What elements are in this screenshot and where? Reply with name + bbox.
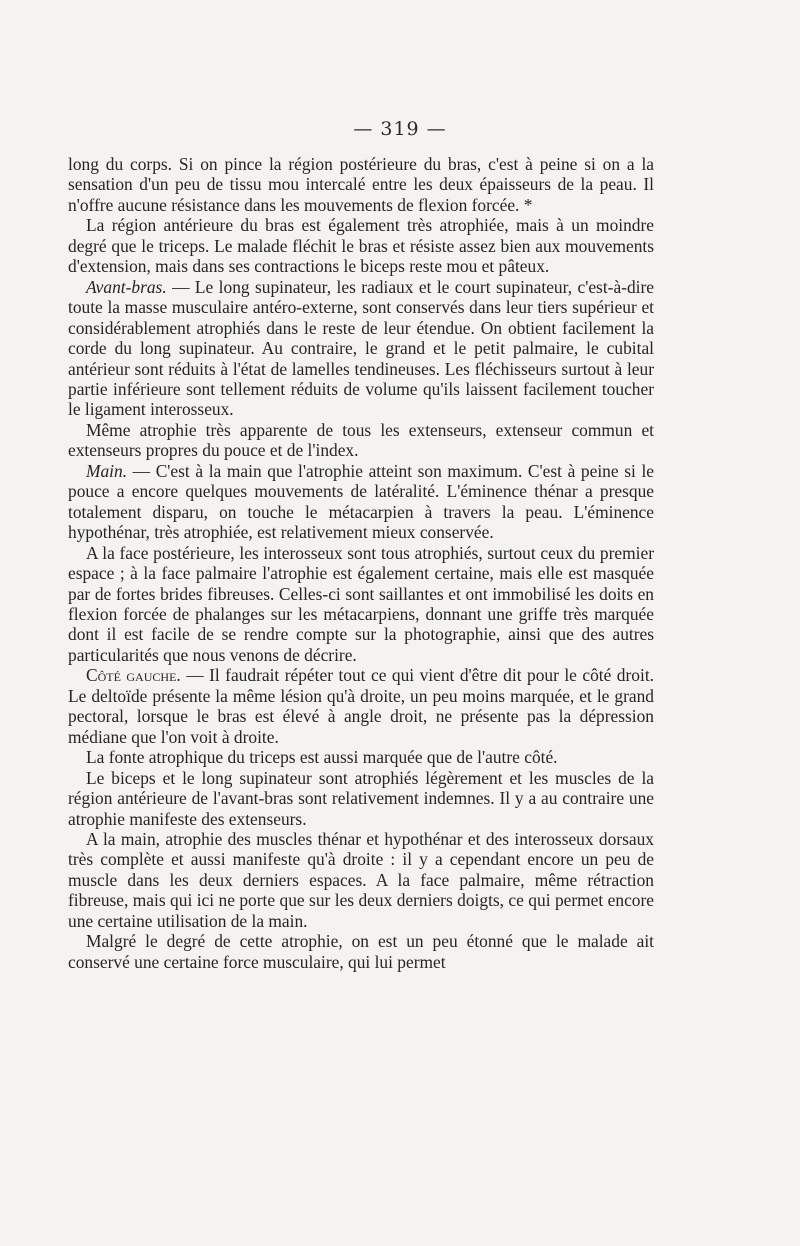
paragraph-4: [68, 420, 654, 461]
page-number: — 319 —: [353, 118, 447, 140]
section-heading-cote-gauche: Côté gauche.: [86, 665, 181, 686]
body-text: [68, 154, 654, 972]
paragraph-1: [68, 154, 654, 215]
paragraph-3: [68, 277, 654, 420]
paragraph-6: [68, 543, 654, 666]
paragraph-5-text: — C'est à la main que l'atrophie atteint son maximum. C'est à peine si le pouce a encore quelques mouvements de latéralité. L'éminence thénar a presque totalement disparu, on touche le métacarpien à travers la peau. L'éminence hypothénar, très atrophiée, est relativement mieux conservée.: [68, 460, 654, 543]
section-heading-main: Main.: [86, 460, 128, 481]
paragraph-4-text: Même atrophie très apparente de tous les extenseurs, extenseur commun et extenseurs propres du pouce et de l'index.: [68, 419, 654, 461]
paragraph-7-text: — Il faudrait répéter tout ce qui vient d'être dit pour le côté droit. Le deltoïde présente la même lésion qu'à droite, un peu moins marquée, et le grand pectoral, lorsque le bras est élevé à angle droit, ne présente pas la dépression médiane que l'on voit à droite.: [68, 665, 654, 747]
paragraph-8-text: La fonte atrophique du triceps est aussi marquée que de l'autre côté.: [86, 747, 558, 768]
paragraph-6-text: A la face postérieure, les interosseux sont tous atrophiés, surtout ceux du premier espace ; à la face palmaire l'atrophie est également certaine, mais elle est masquée par de fortes brides fibreuses. Celles-ci sont saillantes et ont immobilisé les doits en flexion forcée de phalanges sur les métacarpiens, donnant une griffe très marquée dont il est facile de se rendre compte sur la photographie, ainsi que des autres particularités que nous venons de décrire.: [68, 542, 654, 665]
paragraph-2-text: La région antérieure du bras est également très atrophiée, mais à un moindre degré que le triceps. Le malade fléchit le bras et résiste assez bien aux mouvements d'extension, mais dans ses contractions le biceps reste mou et pâteux.: [68, 215, 654, 277]
paragraph-10-text: A la main, atrophie des muscles thénar et hypothénar et des interosseux dorsaux très complète et aussi manifeste qu'à droite : il y a cependant encore un peu de muscle dans les deux derniers espaces. A la face palmaire, même rétraction fibreuse, mais qui ici ne porte que sur les deux derniers doigts, ce qui permet encore une certaine utilisation de la main.: [68, 828, 654, 931]
paragraph-10: [68, 829, 654, 931]
paragraph-5: [68, 461, 654, 543]
paragraph-9-text: Le biceps et le long supinateur sont atrophiés légèrement et les muscles de la région antérieure de l'avant-bras sont relativement indemnes. Il y a au contraire une atrophie manifeste des extenseurs.: [68, 767, 654, 829]
paragraph-7: [68, 665, 654, 747]
section-heading-avant-bras: Avant-bras.: [86, 276, 167, 297]
paragraph-2: [68, 215, 654, 276]
paragraph-11-text: Malgré le degré de cette atrophie, on est un peu étonné que le malade ait conservé une certaine force musculaire, qui lui permet: [68, 931, 654, 972]
paragraph-3-text: — Le long supinateur, les radiaux et le court supinateur, c'est-à-dire toute la masse musculaire antéro-externe, sont conservés dans leur tiers supérieur et considérablement atrophiés dans le reste de leur étendue. On obtient facilement la corde du long supinateur. Au contraire, le grand et le petit palmaire, le cubital antérieur sont réduits à l'état de lamelles tendineuses. Les fléchisseurs surtout à leur partie inférieure sont tellement réduits de volume qu'ils laissent facilement toucher le ligament interosseux.: [68, 276, 654, 420]
paragraph-9: [68, 768, 654, 829]
paragraph-1-text: long du corps. Si on pince la région postérieure du bras, c'est à peine si on a la sensation d'un peu de tissu mou intercalé entre les deux épaisseurs de la peau. Il n'offre aucune résistance dans les mouvements de flexion forcée. *: [68, 154, 654, 215]
paragraph-11: [68, 931, 654, 972]
paragraph-8: [68, 747, 654, 767]
